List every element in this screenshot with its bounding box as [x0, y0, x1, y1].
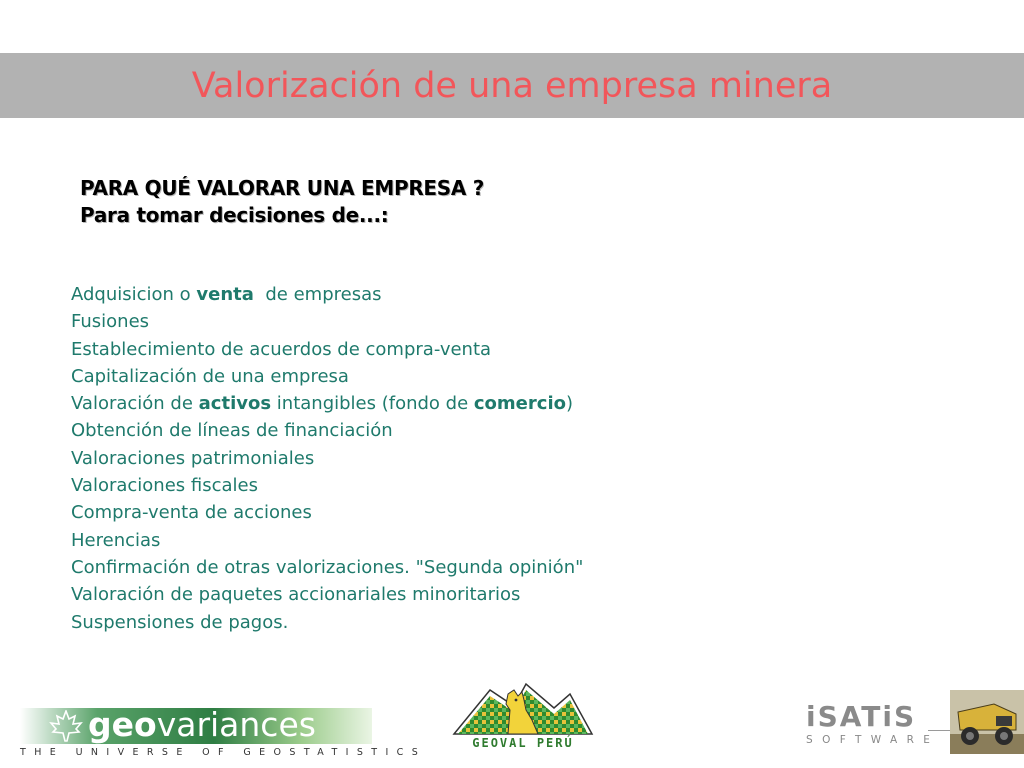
isatis-logo — [806, 700, 956, 754]
list-item — [71, 281, 583, 308]
geovariances-word-rest: variances — [156, 705, 316, 744]
list-item — [71, 609, 583, 636]
list-item-emphasis: venta — [196, 284, 254, 305]
list-item-text: Adquisicion o — [71, 284, 197, 305]
mining-truck-icon — [950, 690, 1024, 754]
geovariances-wordmark — [88, 705, 316, 745]
list-item-text: ) — [565, 393, 574, 415]
geovariances-tagline: THE UNIVERSE OF GEOSTATISTICS — [20, 747, 427, 758]
list-item-text: Valoración de paquetes accionariales minoritarios — [71, 584, 521, 606]
heading-line-1: PARA QUÉ VALORAR UNA EMPRESA ? — [80, 176, 485, 200]
list-item-emphasis: comercio — [473, 393, 566, 415]
list-item-text: Herencias — [71, 529, 161, 551]
list-item — [71, 499, 583, 526]
list-item — [71, 390, 583, 417]
list-item — [71, 527, 583, 554]
list-item — [71, 554, 583, 581]
list-item — [71, 417, 583, 444]
heading-line-2: Para tomar decisiones de...: — [80, 203, 389, 227]
list-item — [71, 363, 583, 390]
isatis-wordmark: iSATiS — [806, 700, 917, 733]
geovariances-word-geo: geo — [88, 705, 157, 744]
list-item-text: Compra-venta de acciones — [71, 502, 312, 524]
geoval-peru-logo — [450, 680, 596, 752]
geoval-peru-text: GEOVAL PERÚ — [472, 736, 574, 750]
list-item-text: Suspensiones de pagos. — [71, 611, 289, 633]
slide-heading — [80, 175, 484, 229]
list-item-text: Capitalización de una empresa — [71, 365, 349, 387]
list-item-text: Confirmación de otras valorizaciones. "Segunda opinión" — [71, 556, 584, 578]
list-item-text: Valoraciones patrimoniales — [71, 447, 315, 469]
list-item-text: Obtención de líneas de financiación — [71, 420, 393, 442]
list-item-text: Valoraciones fiscales — [71, 475, 258, 497]
list-item-text: intangibles (fondo de — [271, 393, 474, 415]
maple-leaf-icon — [48, 710, 84, 742]
geovariances-logo — [20, 705, 427, 763]
list-item-text: de empresas — [253, 284, 382, 305]
list-item — [71, 581, 583, 608]
list-item-text: Valoración de — [71, 393, 199, 415]
slide-title: Valorización de una empresa minera — [191, 66, 833, 106]
isatis-subtitle: SOFTWARE — [806, 734, 940, 746]
reasons-list — [71, 281, 583, 636]
list-item — [71, 472, 583, 499]
list-item — [71, 445, 583, 472]
list-item-text: Establecimiento de acuerdos de compra-venta — [71, 338, 492, 360]
list-item-text: Fusiones — [71, 311, 150, 333]
list-item — [71, 336, 583, 363]
list-item — [71, 308, 583, 335]
list-item-emphasis: activos — [198, 393, 272, 415]
llama-mountain-icon — [450, 680, 596, 736]
